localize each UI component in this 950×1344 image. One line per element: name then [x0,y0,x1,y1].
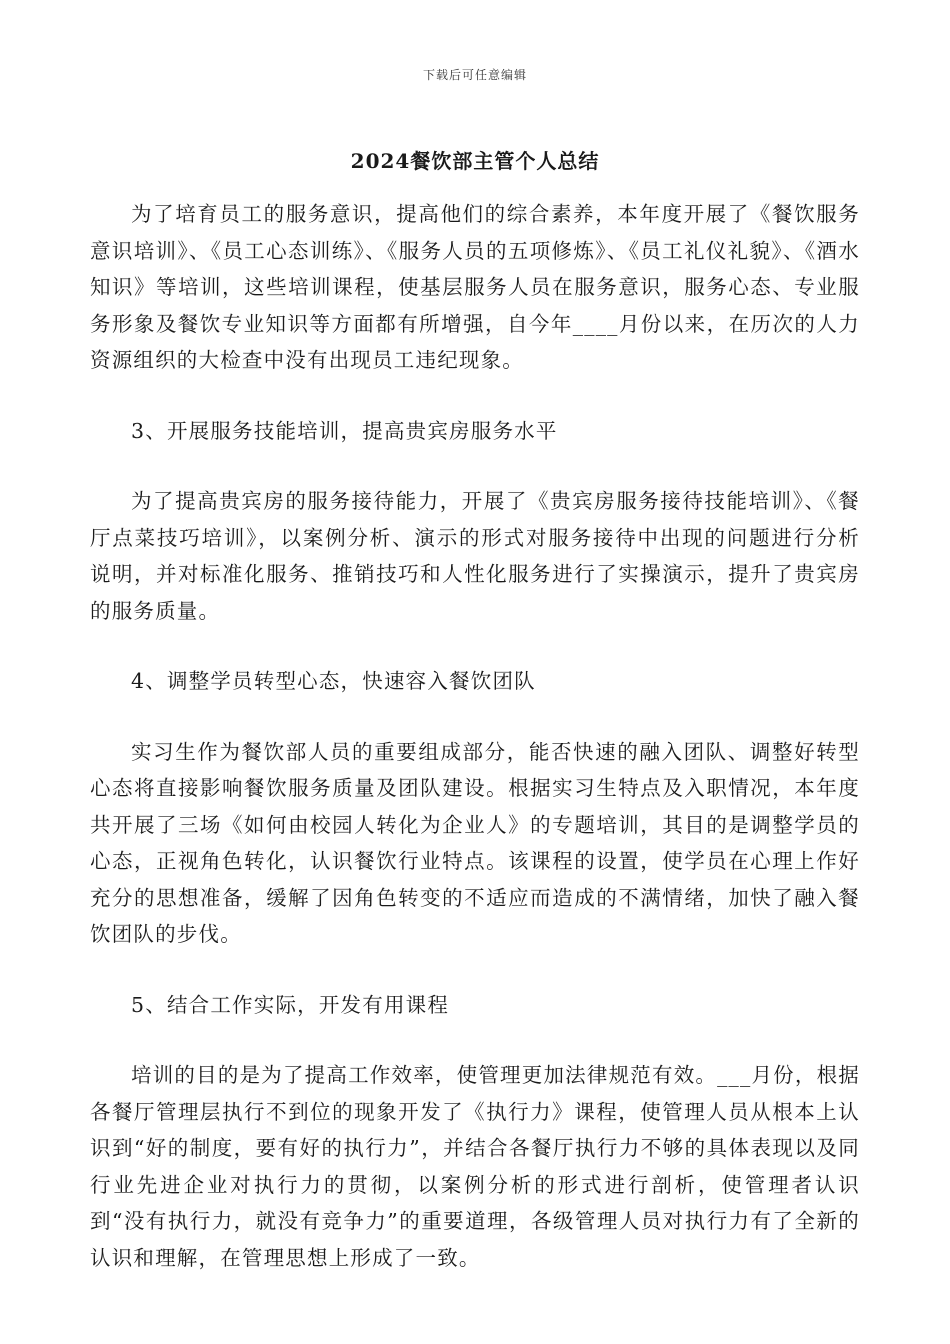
header-note: 下载后可任意编辑 [422,68,527,82]
document-body [90,196,860,1310]
section-heading-3: 3、开展服务技能培训，提高贵宾房服务水平 [131,418,558,443]
paragraph-execution-course: 培训的目的是为了提高工作效率，使管理更加法律规范有效。___月份，根据各餐厅管理层执行不到位的现象开发了《执行力》课程，使管理人员从根本上认识到“好的制度，要有好的执行力”，并结合各餐厅执行力不够的具体表现以及同行业先进企业对执行力的贯彻，以案例分析的形式进行剖析，使管理者认识到“没有执行力，就没有竞争力”的重要道理，各级管理人员对执行力有了全新的认识和理解，在管理思想上形成了一致。 [90,1063,860,1270]
paragraph-training-overview: 为了培育员工的服务意识，提高他们的综合素养，本年度开展了《餐饮服务意识培训》、《员工心态训练》、《服务人员的五项修炼》、《员工礼仪礼貌》、《酒水知识》等培训，这些培训课程，使基层服务人员在服务意识，服务心态、专业服务形象及餐饮专业知识等方面都有所增强，自今年____月份以来，在历次的人力 资源组织的大检查中没有出现员工违纪现象。 [90,202,860,372]
paragraph-intern-mindset: 实习生作为餐饮部人员的重要组成部分，能否快速的融入团队、调整好转型心态将直接影响餐饮服务质量及团队建设。根据实习生特点及入职情况，本年度共开展了三场《如何由校园人转化为企业人》的专题培训，其目的是调整学员的心态，正视角色转化，认识餐饮行业特点。该课程的设置，使学员在心理上作好充分的思想准备，缓解了因角色转变的不适应而造成的不满情绪，加快了融入餐饮团队的步伐。 [90,739,860,946]
paragraph-vip-service: 为了提高贵宾房的服务接待能力，开展了《贵宾房服务接待技能培训》、《餐厅点菜技巧培训》，以案例分析、演示的形式对服务接待中出现的问题进行分析说明，并对标准化服务、推销技巧和人性化服务进行了实操演示，提升了贵宾房的服务质量。 [90,489,860,623]
section-heading-4: 4、调整学员转型心态，快速容入餐饮团队 [131,669,536,693]
document-title: 2024餐饮部主管个人总结 [350,149,600,173]
section-heading-5: 5、结合工作实际，开发有用课程 [131,992,450,1017]
